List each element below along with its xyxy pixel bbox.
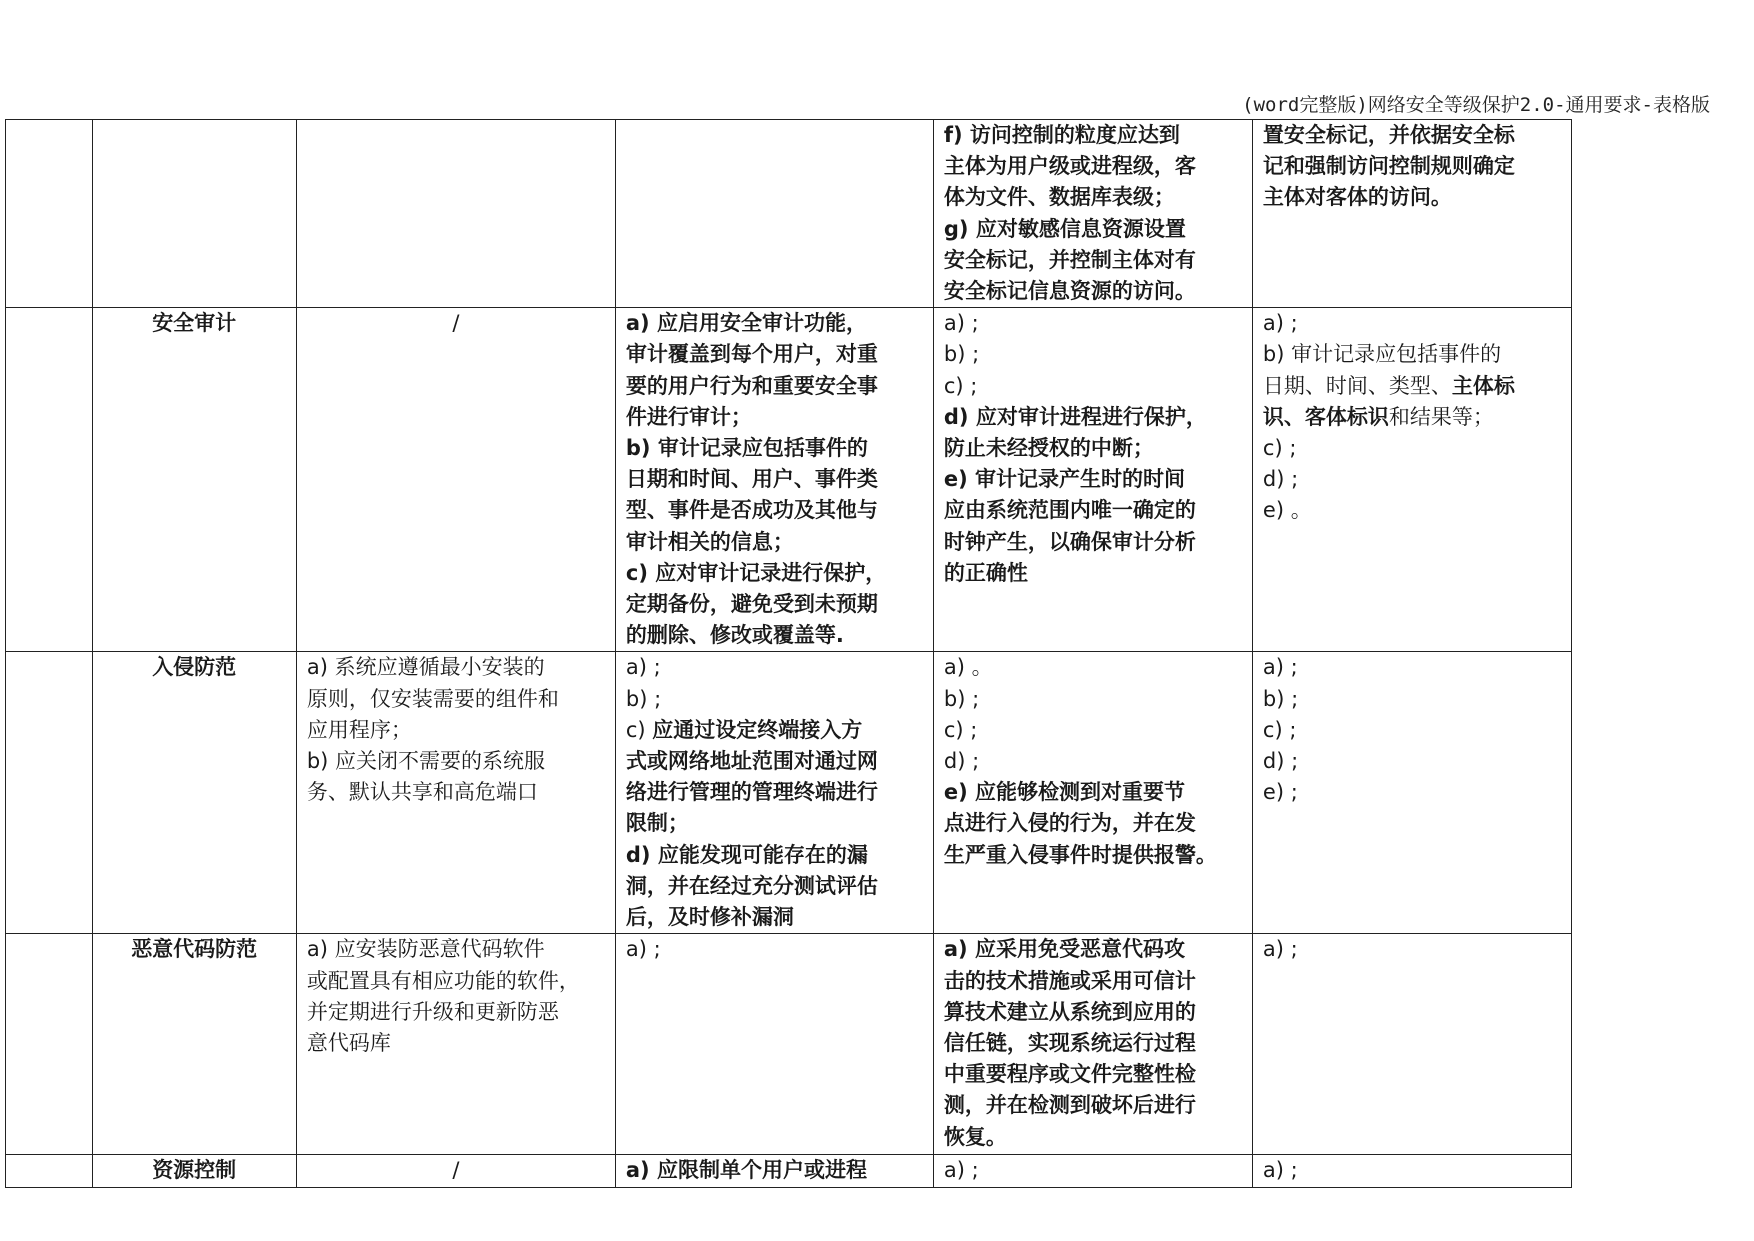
text-run: 置安全标记，并依据安全标 xyxy=(1262,123,1515,147)
requirement-line xyxy=(626,371,923,402)
requirement-cell-4 xyxy=(1252,652,1571,934)
requirement-line xyxy=(944,402,1242,433)
text-run: 络进行管理的管理终端进行 xyxy=(625,780,878,805)
requirement-line xyxy=(944,652,1242,683)
text-run: e) 应能够检测到对重要节 xyxy=(943,780,1186,805)
requirement-line xyxy=(944,715,1242,746)
text-run: 测，并在检测到破坏后进行 xyxy=(943,1093,1196,1118)
requirement-line xyxy=(1263,715,1561,746)
requirement-line xyxy=(626,527,923,558)
requirement-cell-3 xyxy=(933,1155,1252,1187)
text-run: f) 访问控制的粒度应达到 xyxy=(943,123,1180,147)
text-run: 要的用户行为和重要安全事 xyxy=(625,373,878,398)
requirement-line xyxy=(307,1028,605,1059)
requirement-cell-1: / xyxy=(296,1155,615,1187)
text-run: a) ; xyxy=(1262,311,1298,336)
text-run: 型、事件是否成功及其他与 xyxy=(625,498,878,523)
requirement-cell-3 xyxy=(933,652,1252,934)
text-run: c) ; xyxy=(1262,436,1297,461)
text-run: 或配置具有相应功能的软件， xyxy=(306,968,580,993)
requirement-line xyxy=(1263,308,1561,339)
text-run: b) ; xyxy=(943,342,980,367)
text-run: 务、默认共享和高危端口 xyxy=(306,780,538,805)
text-run: 日期、时间、类型、 xyxy=(1262,373,1452,398)
requirement-line xyxy=(626,620,923,651)
table-row xyxy=(6,308,1572,652)
requirement-cell-4 xyxy=(1252,120,1571,308)
requirement-line xyxy=(944,182,1242,213)
requirement-line xyxy=(1263,182,1561,213)
requirement-cell-1 xyxy=(296,652,615,934)
category-cell xyxy=(92,120,296,308)
text-run: 安全标记，并控制主体对有 xyxy=(943,247,1196,272)
requirement-line xyxy=(1263,402,1561,433)
text-run: 生严重入侵事件时提供报警。 xyxy=(943,842,1217,867)
requirement-line xyxy=(626,652,923,683)
text-run: 主体对客体的访问。 xyxy=(1262,185,1452,210)
requirement-line xyxy=(944,339,1242,370)
requirement-line xyxy=(1263,684,1561,715)
text-run: d) ; xyxy=(1262,749,1299,774)
text-run: 识、客体标识 xyxy=(1262,404,1389,429)
requirement-line xyxy=(307,997,605,1028)
requirement-line xyxy=(944,120,1242,151)
text-run: a) 。 xyxy=(943,655,993,680)
text-run: 的正确性 xyxy=(943,560,1028,585)
text-run: 后，及时修补漏洞 xyxy=(625,905,794,930)
text-run: b) 应关闭不需要的系统服 xyxy=(306,749,546,774)
requirement-line xyxy=(944,308,1242,339)
text-run: a) ; xyxy=(1262,937,1298,962)
requirement-cell-2 xyxy=(615,934,933,1155)
level-cell xyxy=(6,308,93,652)
requirement-line xyxy=(307,715,605,746)
category-cell: 恶意代码防范 xyxy=(92,934,296,1155)
requirement-line xyxy=(626,558,923,589)
text-run: 意代码库 xyxy=(306,1031,391,1056)
page-header-title: (word完整版)网络安全等级保护2.0-通用要求-表格版 xyxy=(1242,94,1710,116)
requirement-line xyxy=(944,371,1242,402)
text-run: c) xyxy=(625,717,653,742)
text-run: e) 。 xyxy=(1262,498,1312,523)
requirement-line xyxy=(1263,746,1561,777)
text-run: 应通过设定终端接入方 xyxy=(652,717,863,742)
table-row xyxy=(6,934,1572,1155)
text-run: a) ; xyxy=(943,1158,979,1183)
text-run: c) ; xyxy=(1262,717,1297,742)
requirement-cell-2 xyxy=(615,308,933,652)
text-run: b) ; xyxy=(625,686,662,711)
text-run: 限制； xyxy=(625,811,689,836)
requirement-line xyxy=(944,934,1242,965)
requirement-line xyxy=(944,558,1242,589)
level-cell xyxy=(6,120,93,308)
requirement-line xyxy=(1263,464,1561,495)
text-run: 件进行审计； xyxy=(625,404,752,429)
requirement-line xyxy=(944,464,1242,495)
requirement-cell-1: / xyxy=(296,308,615,652)
text-run: 主体标 xyxy=(1451,373,1515,398)
text-run: d) 应能发现可能存在的漏 xyxy=(625,842,868,867)
text-run: a) ; xyxy=(943,311,979,336)
text-run: a) ; xyxy=(1262,1158,1298,1183)
text-run: a) 应启用安全审计功能， xyxy=(625,311,867,336)
requirement-line xyxy=(944,1155,1242,1186)
requirement-line xyxy=(626,840,923,871)
requirement-line xyxy=(1263,934,1561,965)
requirements-table xyxy=(5,119,1572,1188)
requirement-line xyxy=(626,746,923,777)
text-run: b) 审计记录应包括事件的 xyxy=(1262,342,1502,367)
requirement-line xyxy=(944,840,1242,871)
requirement-line xyxy=(944,214,1242,245)
requirement-line xyxy=(307,934,605,965)
text-run: a) ; xyxy=(1262,655,1298,680)
level-cell xyxy=(6,934,93,1155)
text-run: e) ; xyxy=(1262,780,1298,805)
requirement-cell-2 xyxy=(615,120,933,308)
requirement-cell-1 xyxy=(296,120,615,308)
text-run: 记和强制访问控制规则确定 xyxy=(1262,154,1515,179)
requirement-line xyxy=(1263,433,1561,464)
requirement-line xyxy=(626,902,923,933)
text-run: b) ; xyxy=(943,686,980,711)
requirement-line xyxy=(944,245,1242,276)
requirement-line xyxy=(944,746,1242,777)
requirement-cell-4 xyxy=(1252,934,1571,1155)
text-run: c) ; xyxy=(943,373,978,398)
requirement-line xyxy=(626,402,923,433)
requirement-line xyxy=(944,997,1242,1028)
requirement-line xyxy=(626,684,923,715)
requirement-line xyxy=(626,339,923,370)
text-run: 安全标记信息资源的访问。 xyxy=(943,279,1196,304)
text-run: 点进行入侵的行为，并在发 xyxy=(943,811,1196,836)
requirement-line xyxy=(1263,371,1561,402)
requirement-line xyxy=(307,777,605,808)
requirement-line xyxy=(307,684,605,715)
text-run: 洞，并在经过充分测试评估 xyxy=(625,873,878,898)
requirement-line xyxy=(1263,120,1561,151)
requirement-cell-2 xyxy=(615,1155,933,1187)
text-run: c) 应对审计记录进行保护， xyxy=(625,560,887,585)
requirement-line xyxy=(1263,777,1561,808)
text-run: a) ; xyxy=(625,937,661,962)
table-row xyxy=(6,652,1572,934)
text-run: a) 应安装防恶意代码软件 xyxy=(306,937,545,962)
text-run: 并定期进行升级和更新防恶 xyxy=(306,999,559,1024)
requirement-line xyxy=(307,746,605,777)
requirement-line xyxy=(944,1090,1242,1121)
requirement-cell-2 xyxy=(615,652,933,934)
requirement-line xyxy=(626,464,923,495)
text-run: a) ; xyxy=(625,655,661,680)
requirement-line xyxy=(944,777,1242,808)
text-run: 和结果等； xyxy=(1388,404,1494,429)
category-cell: 安全审计 xyxy=(92,308,296,652)
requirement-cell-3 xyxy=(933,934,1252,1155)
text-run: 恢复。 xyxy=(943,1124,1007,1149)
category-cell: 资源控制 xyxy=(92,1155,296,1187)
requirement-line xyxy=(626,871,923,902)
requirement-line xyxy=(626,715,923,746)
requirement-cell-4 xyxy=(1252,1155,1571,1187)
requirement-cell-4 xyxy=(1252,308,1571,652)
requirement-line xyxy=(944,527,1242,558)
requirement-line xyxy=(626,808,923,839)
requirement-cell-3 xyxy=(933,120,1252,308)
requirement-line xyxy=(944,684,1242,715)
text-run: d) ; xyxy=(943,749,980,774)
requirement-line xyxy=(944,1059,1242,1090)
text-run: 式或网络地址范围对通过网 xyxy=(625,749,878,774)
requirement-line xyxy=(626,934,923,965)
level-cell xyxy=(6,652,93,934)
text-run: 原则，仅安装需要的组件和 xyxy=(306,686,559,711)
text-run: g) 应对敏感信息资源设置 xyxy=(943,216,1186,241)
table-row xyxy=(6,1155,1572,1187)
text-run: 信任链，实现系统运行过程 xyxy=(943,1031,1196,1056)
text-run: c) ; xyxy=(943,717,978,742)
text-run: a) 应限制单个用户或进程 xyxy=(625,1158,867,1183)
requirement-line xyxy=(1263,652,1561,683)
requirement-line xyxy=(626,433,923,464)
requirement-line xyxy=(307,966,605,997)
requirement-line xyxy=(944,1028,1242,1059)
requirement-line xyxy=(626,589,923,620)
text-run: b) 审计记录应包括事件的 xyxy=(625,436,868,461)
requirement-line xyxy=(626,1155,923,1186)
text-run: d) ; xyxy=(1262,467,1299,492)
text-run: a) 系统应遵循最小安装的 xyxy=(306,655,545,680)
requirement-line xyxy=(944,433,1242,464)
text-run: 体为文件、数据库表级； xyxy=(943,185,1175,210)
text-run: b) ; xyxy=(1262,686,1299,711)
requirement-line xyxy=(307,652,605,683)
text-run: d) 应对审计进程进行保护， xyxy=(943,404,1207,429)
text-run: 中重要程序或文件完整性检 xyxy=(943,1062,1196,1087)
text-run: e) 审计记录产生时的时间 xyxy=(943,467,1186,492)
text-run: 定期备份，避免受到未预期 xyxy=(625,592,878,617)
requirement-line xyxy=(944,966,1242,997)
level-cell xyxy=(6,1155,93,1187)
text-run: 算技术建立从系统到应用的 xyxy=(943,999,1196,1024)
requirement-line xyxy=(944,808,1242,839)
table-row xyxy=(6,120,1572,308)
text-run: 应由系统范围内唯一确定的 xyxy=(943,498,1196,523)
requirement-line xyxy=(1263,151,1561,182)
requirement-cell-1 xyxy=(296,934,615,1155)
category-cell: 入侵防范 xyxy=(92,652,296,934)
requirement-line xyxy=(1263,339,1561,370)
text-run: 击的技术措施或采用可信计 xyxy=(943,968,1196,993)
requirement-line xyxy=(626,495,923,526)
requirement-line xyxy=(626,308,923,339)
requirement-line xyxy=(944,495,1242,526)
text-run: 的删除、修改或覆盖等. xyxy=(625,623,844,648)
requirement-line xyxy=(944,1122,1242,1153)
requirement-line xyxy=(944,276,1242,307)
requirement-line xyxy=(1263,495,1561,526)
text-run: 审计相关的信息； xyxy=(625,529,794,554)
text-run: 时钟产生，以确保审计分析 xyxy=(943,529,1196,554)
text-run: 审计覆盖到每个用户，对重 xyxy=(625,342,878,367)
text-run: a) 应采用免受恶意代码攻 xyxy=(943,937,1185,962)
text-run: 主体为用户级或进程级，客 xyxy=(943,154,1196,179)
text-run: 应用程序； xyxy=(306,717,412,742)
requirement-line xyxy=(944,151,1242,182)
text-run: 日期和时间、用户、事件类 xyxy=(625,467,878,492)
text-run: 防止未经授权的中断； xyxy=(943,436,1154,461)
requirement-line xyxy=(1263,1155,1561,1186)
requirement-line xyxy=(626,777,923,808)
requirement-cell-3 xyxy=(933,308,1252,652)
